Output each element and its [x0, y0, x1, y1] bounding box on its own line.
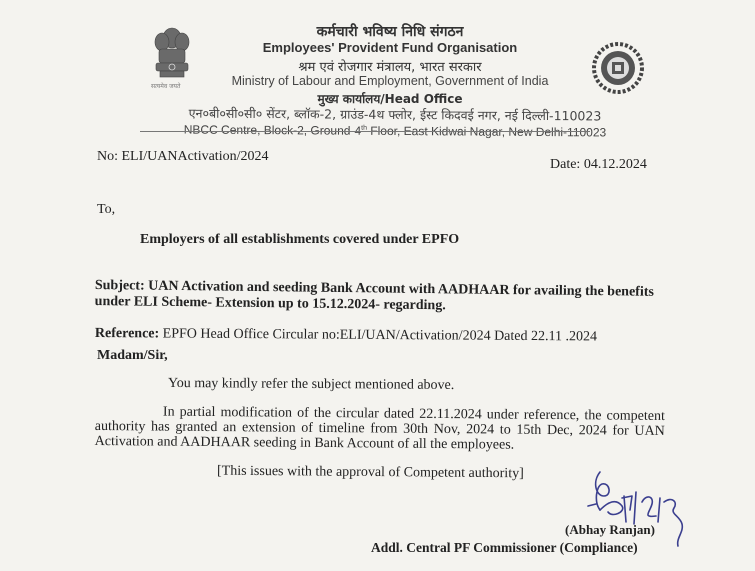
subject-line: Subject: UAN Activation and seeding Bank Account with AADHAAR for availing the benefits under ELI Scheme- Extension up to 15.12.2024- regarding.	[94, 278, 654, 314]
org-name-hindi: कर्मचारी भविष्य निधि संगठन	[316, 24, 464, 40]
address-english-part2: Floor, East Kidwai Nagar, New Delhi-110023	[366, 123, 607, 140]
paragraph-1: You may kindly refer the subject mentioned above.	[167, 376, 455, 393]
epfo-logo-icon	[592, 42, 644, 94]
signer-name: (Abhay Ranjan)	[565, 522, 655, 537]
org-name-english: Employees' Provident Fund Organisation	[262, 40, 518, 55]
reference-line	[95, 326, 597, 346]
head-office-label: मुख्य कार्यालय/Head Office	[317, 92, 463, 106]
ministry-hindi: श्रम एवं रोजगार मंत्रालय, भारत सरकार	[298, 60, 482, 75]
address-hindi: एन०बी०सी०सी० सेंटर, ब्लॉक-2, ग्राउंड-4थ फ्लोर, ईस्ट किदवई नगर, नई दिल्ली-110023	[188, 105, 602, 124]
reference-text: EPFO Head Office Circular no:ELI/UAN/Activation/2024 Dated 22.11 .2024	[159, 326, 598, 345]
signer-designation: Addl. Central PF Commissioner (Compliance)	[371, 540, 638, 555]
approval-note: [This issues with the approval of Competent authority]	[216, 463, 524, 482]
emblem-caption: सत्यमेव जयते	[151, 83, 181, 90]
paragraph-2-text: In partial modification of the circular dated 22.11.2024 under reference, the competent authority has granted an extension of timeline from 30th Nov, 2024 to 15th Dec, 2024 for UAN Activation and AADHAAR seeding in Bank Account of all the employees.	[94, 404, 665, 453]
address-english-part1: NBCC Centre, Block-2, Ground-4	[183, 122, 362, 138]
paragraph-2	[95, 404, 665, 454]
ministry-english: Ministry of Labour and Employment, Government of India	[231, 74, 549, 88]
letter-date: Date: 04.12.2024	[550, 157, 647, 172]
salutation: Madam/Sir,	[97, 348, 168, 363]
to-line: To,	[97, 202, 116, 217]
addressee: Employers of all establishments covered under EPFO	[140, 232, 460, 247]
letter-reference-number: No: ELI/UANActivation/2024	[97, 149, 269, 164]
header-divider	[140, 131, 590, 132]
reference-label: Reference:	[94, 326, 160, 342]
address-english-sup: th	[361, 124, 368, 132]
